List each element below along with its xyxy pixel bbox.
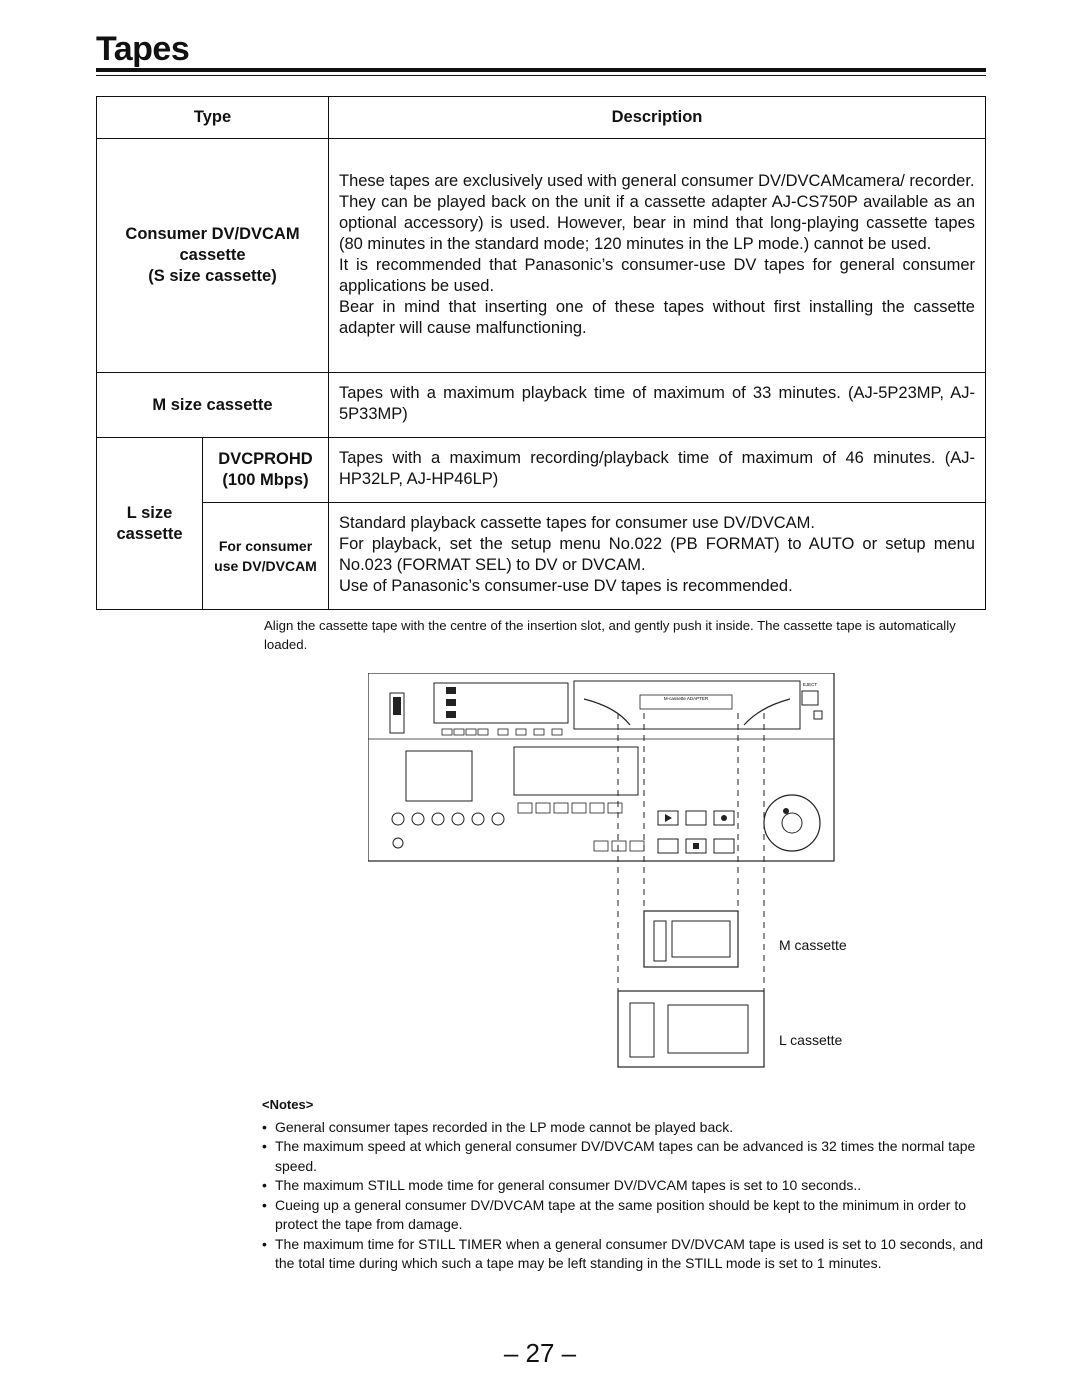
note-text: The maximum time for STILL TIMER when a general consumer DV/DVCAM tape is used is set to 10 seconds, and the total time during which such a tape may be left standing in the STILL mode is set to 1 minutes.: [275, 1235, 984, 1271]
page-title: Tapes: [96, 30, 190, 68]
desc-paragraph: For playback, set the setup menu No.022 (PB FORMAT) to AUTO or setup menu No.023 (FORMAT SEL) to DV or DVCAM.: [339, 535, 975, 574]
desc-l-consumer-cell: [329, 503, 986, 610]
note-text: The maximum speed at which general consumer DV/DVCAM tapes can be advanced is 32 times the normal tape speed.: [275, 1138, 976, 1174]
m-cassette-label: M cassette: [779, 937, 847, 953]
desc-m-size-cell: Tapes with a maximum playback time of maximum of 33 minutes. (AJ-5P23MP, AJ-5P33MP): [329, 373, 986, 438]
type-m-size-cell: M size cassette: [97, 373, 329, 438]
table-row: [97, 503, 986, 610]
subtype-line: use DV/DVCAM: [214, 558, 317, 574]
type-line: Consumer DV/DVCAM: [125, 225, 300, 243]
type-line: cassette: [179, 246, 246, 264]
table-row: [97, 139, 986, 373]
subtype-consumer-cell: [203, 503, 329, 610]
notes-section: [262, 1095, 988, 1274]
deck-drawing: [368, 673, 838, 1073]
subtype-line: For consumer: [218, 538, 313, 554]
desc-paragraph: Standard playback cassette tapes for consumer use DV/DVCAM.: [339, 514, 815, 532]
type-line: cassette: [116, 524, 183, 543]
desc-consumer-cell: [329, 139, 986, 373]
l-cassette-label: L cassette: [779, 1032, 843, 1048]
subtype-line: (100 Mbps): [222, 471, 309, 489]
deck-illustration: [368, 673, 838, 1078]
desc-paragraph: Bear in mind that inserting one of these tapes without first installing the cassette adapter will cause malfunctioning.: [339, 297, 975, 337]
align-instruction: Align the cassette tape with the centre of the insertion slot, and gently push it inside. The cassette tape is automatically loaded.: [264, 618, 956, 652]
list-item: • The maximum time for STILL TIMER when a general consumer DV/DVCAM tape is used is set to 10 seconds, and the total time during which such a tape may be left standing in the STILL mode is set to 1 minutes.: [262, 1235, 984, 1271]
adapter-label: M-cassette ADAPTER: [663, 696, 709, 701]
type-line: L size: [126, 503, 173, 522]
page-number: – 27 –: [503, 1338, 577, 1368]
desc-paragraph: They can be played back on the unit if a cassette adapter AJ-CS750P available as an optional accessory) is used. However, bear in mind that long-playing cassette tapes (80 minutes in the standard mode; 120 minutes in the LP mode.) cannot be used.: [339, 192, 975, 253]
table-row: [97, 438, 986, 503]
table-header-row: [97, 97, 986, 139]
note-text: The maximum STILL mode time for general consumer DV/DVCAM tapes is set to 10 seconds..: [275, 1177, 862, 1193]
list-item: • The maximum speed at which general consumer DV/DVCAM tapes can be advanced is 32 times the normal tape speed.: [262, 1138, 976, 1174]
desc-paragraph: It is recommended that Panasonic’s consumer-use DV tapes for general consumer applications be used.: [339, 255, 975, 295]
desc-paragraph: Use of Panasonic’s consumer-use DV tapes is recommended.: [339, 577, 793, 595]
title-rule-thick: [96, 68, 986, 72]
list-item: • The maximum STILL mode time for general consumer DV/DVCAM tapes is set to 10 seconds..: [262, 1177, 862, 1193]
title-rule-thin: [96, 75, 986, 76]
subtype-dvcprohd-cell: [203, 438, 329, 503]
table-row: [97, 373, 986, 438]
type-consumer-cell: [97, 139, 329, 373]
header-type: Type: [97, 97, 329, 139]
type-l-size-cell: [97, 438, 203, 610]
desc-paragraph: These tapes are exclusively used with general consumer DV/DVCAMcamera/ recorder.: [339, 171, 975, 190]
tapes-table: [96, 96, 986, 610]
note-text: Cueing up a general consumer DV/DVCAM tape at the same position should be kept to the minimum in order to protect the tape from damage.: [275, 1196, 967, 1232]
type-line: (S size cassette): [148, 267, 277, 285]
subtype-line: DVCPROHD: [218, 450, 313, 468]
desc-dvcprohd-cell: Tapes with a maximum recording/playback time of maximum of 46 minutes. (AJ-HP32LP, AJ-HP46LP): [329, 438, 986, 503]
list-item: • Cueing up a general consumer DV/DVCAM tape at the same position should be kept to the minimum in order to protect the tape from damage.: [262, 1196, 967, 1232]
list-item: • General consumer tapes recorded in the LP mode cannot be played back.: [262, 1118, 734, 1135]
header-description: Description: [329, 97, 986, 139]
eject-label: EJECT: [802, 682, 818, 687]
note-text: General consumer tapes recorded in the LP mode cannot be played back.: [275, 1118, 734, 1135]
notes-heading: <Notes>: [262, 1097, 314, 1112]
